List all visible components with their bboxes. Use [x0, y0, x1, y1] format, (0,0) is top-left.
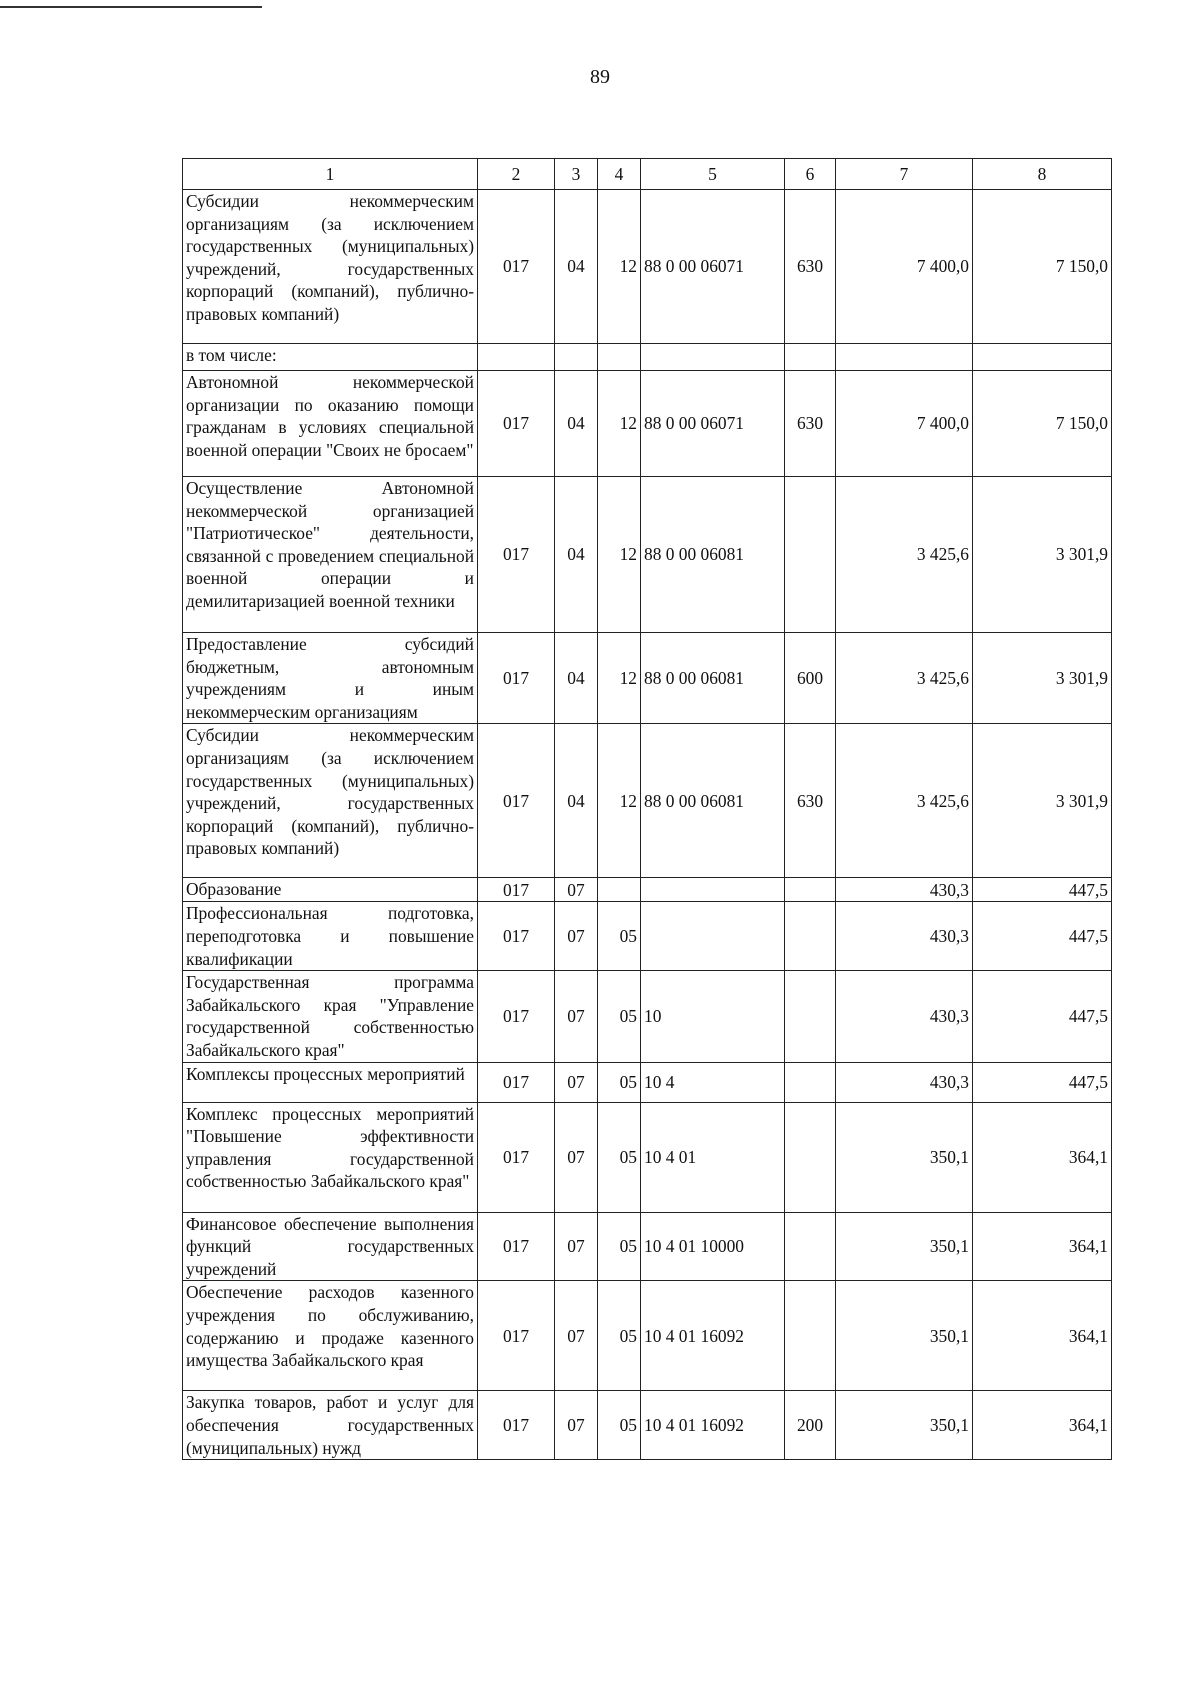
expense-type-cell: 630	[785, 371, 836, 477]
section-cell: 07	[555, 971, 598, 1062]
amount-year-1-cell: 3 425,6	[836, 633, 973, 724]
admin-code-cell: 017	[478, 477, 555, 633]
target-article-cell: 10 4 01 16092	[641, 1281, 785, 1391]
subsection-cell: 05	[598, 971, 641, 1062]
admin-code-cell: 017	[478, 1281, 555, 1391]
subsection-cell	[598, 344, 641, 371]
page-number: 89	[590, 66, 610, 88]
column-number-header: 1	[183, 159, 478, 190]
budget-table	[182, 158, 1112, 1460]
amount-year-1-cell: 350,1	[836, 1212, 973, 1281]
target-article-cell: 10 4 01 16092	[641, 1391, 785, 1460]
admin-code-cell: 017	[478, 633, 555, 724]
table-row	[183, 724, 1112, 878]
table-row	[183, 1102, 1112, 1212]
amount-year-2-cell	[973, 344, 1112, 371]
expense-type-cell: 630	[785, 724, 836, 878]
expense-type-cell	[785, 1212, 836, 1281]
target-article-cell: 88 0 00 06081	[641, 633, 785, 724]
target-article-cell: 10 4	[641, 1062, 785, 1102]
section-cell: 07	[555, 902, 598, 971]
column-number-header: 7	[836, 159, 973, 190]
admin-code-cell: 017	[478, 1062, 555, 1102]
subsection-cell: 05	[598, 1281, 641, 1391]
target-article-cell: 88 0 00 06081	[641, 724, 785, 878]
subsection-cell: 12	[598, 724, 641, 878]
subsection-cell: 12	[598, 190, 641, 344]
admin-code-cell	[478, 344, 555, 371]
target-article-cell: 10 4 01 10000	[641, 1212, 785, 1281]
subsection-cell: 05	[598, 1102, 641, 1212]
target-article-cell: 10	[641, 971, 785, 1062]
amount-year-2-cell: 7 150,0	[973, 371, 1112, 477]
column-number-header: 6	[785, 159, 836, 190]
admin-code-cell: 017	[478, 1391, 555, 1460]
expense-type-cell: 630	[785, 190, 836, 344]
expense-type-cell	[785, 1281, 836, 1391]
row-name-cell: Субсидии некоммерческим организациям (за исключением государственных (муниципальных) учреждений, государственных корпораций (компаний), публично-правовых компаний)	[183, 190, 478, 344]
amount-year-2-cell: 447,5	[973, 878, 1112, 902]
table-row	[183, 1391, 1112, 1460]
row-name-cell: Обеспечение расходов казенного учреждения по обслуживанию, содержанию и продаже казенного имущества Забайкальского края	[183, 1281, 478, 1391]
amount-year-1-cell: 3 425,6	[836, 477, 973, 633]
amount-year-2-cell: 364,1	[973, 1281, 1112, 1391]
admin-code-cell: 017	[478, 878, 555, 902]
amount-year-1-cell: 350,1	[836, 1102, 973, 1212]
section-cell: 04	[555, 477, 598, 633]
expense-type-cell: 200	[785, 1391, 836, 1460]
table-row	[183, 344, 1112, 371]
amount-year-2-cell: 7 150,0	[973, 190, 1112, 344]
expense-type-cell: 600	[785, 633, 836, 724]
target-article-cell: 10 4 01	[641, 1102, 785, 1212]
amount-year-2-cell: 364,1	[973, 1212, 1112, 1281]
column-number-header: 3	[555, 159, 598, 190]
section-cell: 07	[555, 1281, 598, 1391]
column-number-header: 2	[478, 159, 555, 190]
scan-edge-rule	[0, 6, 262, 8]
subsection-cell	[598, 878, 641, 902]
table-row	[183, 971, 1112, 1062]
amount-year-1-cell: 430,3	[836, 902, 973, 971]
section-cell: 07	[555, 1391, 598, 1460]
expense-type-cell	[785, 902, 836, 971]
amount-year-1-cell: 430,3	[836, 971, 973, 1062]
row-name-cell: Образование	[183, 878, 478, 902]
column-number-header: 8	[973, 159, 1112, 190]
expense-type-cell	[785, 477, 836, 633]
target-article-cell	[641, 902, 785, 971]
admin-code-cell: 017	[478, 190, 555, 344]
amount-year-2-cell: 3 301,9	[973, 724, 1112, 878]
amount-year-1-cell: 350,1	[836, 1391, 973, 1460]
section-cell: 07	[555, 1102, 598, 1212]
table-row	[183, 902, 1112, 971]
table-row	[183, 477, 1112, 633]
row-name-cell: Профессиональная подготовка, переподготовка и повышение квалификации	[183, 902, 478, 971]
section-cell: 04	[555, 633, 598, 724]
admin-code-cell: 017	[478, 902, 555, 971]
target-article-cell	[641, 878, 785, 902]
admin-code-cell: 017	[478, 971, 555, 1062]
column-number-row	[183, 159, 1112, 190]
table-row	[183, 1062, 1112, 1102]
amount-year-1-cell: 7 400,0	[836, 371, 973, 477]
section-cell: 04	[555, 371, 598, 477]
admin-code-cell: 017	[478, 371, 555, 477]
amount-year-2-cell: 447,5	[973, 971, 1112, 1062]
amount-year-2-cell: 447,5	[973, 902, 1112, 971]
table-row	[183, 190, 1112, 344]
row-name-cell: Комплексы процессных мероприятий	[183, 1062, 478, 1102]
column-number-header: 5	[641, 159, 785, 190]
section-cell: 04	[555, 724, 598, 878]
amount-year-1-cell: 7 400,0	[836, 190, 973, 344]
section-cell: 07	[555, 1212, 598, 1281]
subsection-cell: 12	[598, 633, 641, 724]
target-article-cell: 88 0 00 06071	[641, 371, 785, 477]
expense-type-cell	[785, 1062, 836, 1102]
section-cell: 04	[555, 190, 598, 344]
expense-type-cell	[785, 1102, 836, 1212]
table-row	[183, 1212, 1112, 1281]
amount-year-1-cell: 430,3	[836, 878, 973, 902]
amount-year-1-cell: 350,1	[836, 1281, 973, 1391]
row-name-cell: Комплекс процессных мероприятий "Повышение эффективности управления государственной собственностью Забайкальского края"	[183, 1102, 478, 1212]
amount-year-1-cell: 430,3	[836, 1062, 973, 1102]
row-name-cell: Субсидии некоммерческим организациям (за исключением государственных (муниципальных) учреждений, государственных корпораций (компаний), публично-правовых компаний)	[183, 724, 478, 878]
expense-type-cell	[785, 971, 836, 1062]
table-row	[183, 371, 1112, 477]
subsection-cell: 05	[598, 1212, 641, 1281]
expense-type-cell	[785, 878, 836, 902]
row-name-cell: Финансовое обеспечение выполнения функций государственных учреждений	[183, 1212, 478, 1281]
amount-year-1-cell: 3 425,6	[836, 724, 973, 878]
subsection-cell: 05	[598, 902, 641, 971]
row-name-cell: в том числе:	[183, 344, 478, 371]
amount-year-2-cell: 364,1	[973, 1391, 1112, 1460]
admin-code-cell: 017	[478, 1212, 555, 1281]
subsection-cell: 12	[598, 371, 641, 477]
amount-year-2-cell: 364,1	[973, 1102, 1112, 1212]
amount-year-2-cell: 3 301,9	[973, 633, 1112, 724]
target-article-cell: 88 0 00 06071	[641, 190, 785, 344]
table-row	[183, 633, 1112, 724]
admin-code-cell: 017	[478, 1102, 555, 1212]
target-article-cell: 88 0 00 06081	[641, 477, 785, 633]
subsection-cell: 05	[598, 1391, 641, 1460]
amount-year-2-cell: 447,5	[973, 1062, 1112, 1102]
target-article-cell	[641, 344, 785, 371]
amount-year-2-cell: 3 301,9	[973, 477, 1112, 633]
column-number-header: 4	[598, 159, 641, 190]
section-cell: 07	[555, 1062, 598, 1102]
admin-code-cell: 017	[478, 724, 555, 878]
expense-type-cell	[785, 344, 836, 371]
table-body	[183, 190, 1112, 1460]
table-row	[183, 1281, 1112, 1391]
amount-year-1-cell	[836, 344, 973, 371]
row-name-cell: Предоставление субсидий бюджетным, автономным учреждениям и иным некоммерческим организациям	[183, 633, 478, 724]
section-cell	[555, 344, 598, 371]
row-name-cell: Закупка товаров, работ и услуг для обеспечения государственных (муниципальных) нужд	[183, 1391, 478, 1460]
row-name-cell: Автономной некоммерческой организации по оказанию помощи гражданам в условиях специальной военной операции "Своих не бросаем"	[183, 371, 478, 477]
subsection-cell: 05	[598, 1062, 641, 1102]
subsection-cell: 12	[598, 477, 641, 633]
row-name-cell: Государственная программа Забайкальского края "Управление государственной собственностью Забайкальского края"	[183, 971, 478, 1062]
row-name-cell: Осуществление Автономной некоммерческой организацией "Патриотическое" деятельности, связанной с проведением специальной военной операции и демилитаризацией военной техники	[183, 477, 478, 633]
section-cell: 07	[555, 878, 598, 902]
table-row	[183, 878, 1112, 902]
